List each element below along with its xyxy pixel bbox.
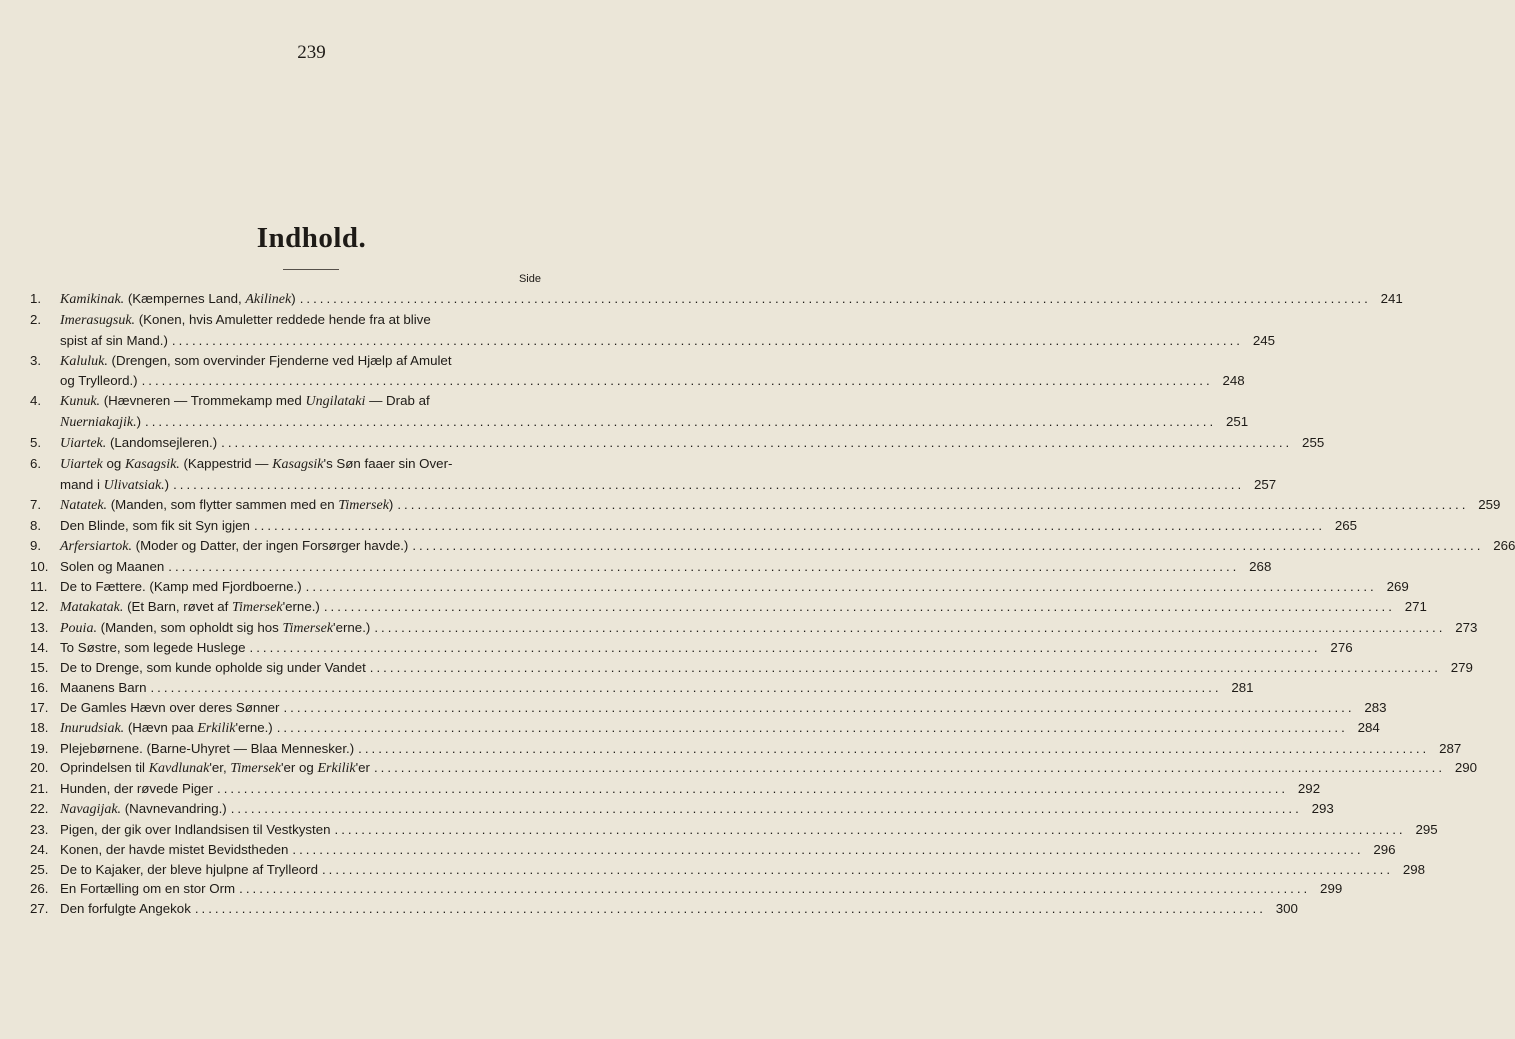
- entry-last-line: [60, 860, 1426, 880]
- entry-title: [60, 371, 138, 391]
- entry-last-line: [60, 739, 1462, 759]
- toc-entry: [30, 658, 1473, 678]
- entry-text: De to Fættere. (Kamp med Fjordboerne.): [60, 578, 302, 594]
- table-of-contents: [30, 289, 1515, 919]
- entry-page-number: 281: [1231, 680, 1254, 696]
- entry-title-italic: Uiartek.: [60, 435, 107, 451]
- toc-entry: [30, 739, 1462, 759]
- dot-leader: ................................................................................................................................................................: [173, 476, 1245, 492]
- entry-text: (Manden, som opholdt sig hos: [96, 619, 283, 635]
- entry-last-line: [60, 371, 1245, 391]
- dot-leader: ................................................................................................................................................................: [292, 841, 1364, 857]
- dot-leader: ................................................................................................................................................................: [276, 719, 1348, 735]
- entry-text: Den forfulgte Angekok: [60, 901, 191, 917]
- page-number: 239: [297, 42, 326, 63]
- entry-title-italic: Kunuk.: [60, 394, 101, 410]
- entry-number: 24.: [30, 841, 49, 857]
- entry-last-line: [60, 577, 1409, 597]
- entry-last-line: [60, 495, 1501, 516]
- entry-title: [60, 289, 296, 310]
- entry-title-italic: Timersek: [338, 498, 389, 514]
- entry-number: 10.: [30, 558, 49, 574]
- toc-entry: [30, 758, 1478, 779]
- entry-last-line: [60, 475, 1277, 496]
- toc-entry: [30, 840, 1396, 860]
- entry-page-number: 279: [1450, 660, 1473, 676]
- entry-page-number: 276: [1330, 640, 1353, 656]
- entry-last-line: [60, 597, 1427, 618]
- entry-text: (Drengen, som overvinder Fjenderne ved Hjælp af Amulet: [107, 352, 452, 368]
- toc-entry: [30, 638, 1353, 658]
- entry-text: (Moder og Datter, der ingen Forsørger havde.): [131, 538, 409, 554]
- toc-entry: [30, 860, 1426, 880]
- entry-text: (Kæmpernes Land,: [124, 291, 246, 306]
- entry-title-italic: Pouia.: [60, 620, 97, 636]
- entry-title: [60, 597, 320, 618]
- dot-leader: ................................................................................................................................................................: [369, 660, 1441, 676]
- entry-title: [60, 739, 354, 759]
- entry-page-number: 266: [1493, 538, 1515, 554]
- entry-title-italic: Timersek: [230, 761, 281, 777]
- entry-text: Den Blinde, som fik sit Syn igjen: [60, 518, 250, 534]
- dot-leader: ................................................................................................................................................................: [217, 781, 1289, 797]
- entry-page-number: 257: [1254, 476, 1277, 492]
- entry-title-italic: Kasagsik: [272, 456, 324, 472]
- entry-text: (Manden, som flytter sammen med en: [107, 497, 339, 513]
- entry-number: 13.: [30, 619, 49, 635]
- dot-leader: ................................................................................................................................................................: [145, 414, 1217, 430]
- toc-entry: [30, 351, 1245, 392]
- entry-page-number: 259: [1478, 497, 1501, 513]
- entry-last-line: [60, 799, 1334, 820]
- entry-last-line: [60, 638, 1353, 658]
- title-divider: [283, 269, 339, 270]
- entry-text: Solen og Maanen: [60, 558, 165, 574]
- entry-title-italic: Kavdlunak: [148, 761, 210, 777]
- entry-page-number: 245: [1252, 332, 1275, 348]
- entry-text: (Navnevandring.): [121, 801, 227, 817]
- entry-last-line: [60, 698, 1387, 718]
- entry-title-italic: Timersek: [232, 599, 283, 615]
- entry-text: Konen, der havde mistet Bevidstheden: [60, 841, 289, 857]
- entry-last-line: [60, 758, 1478, 779]
- entry-text: (Landomsejleren.): [106, 434, 218, 450]
- entry-title: [60, 698, 279, 718]
- entry-text: Oprindelsen til: [60, 760, 149, 776]
- entry-number: 25.: [30, 861, 49, 877]
- toc-entry: [30, 577, 1409, 597]
- entry-page-number: 248: [1222, 373, 1245, 389]
- entry-text: De to Kajaker, der bleve hjulpne af Trylleord: [60, 861, 318, 877]
- entry-last-line: [60, 331, 1275, 351]
- toc-entry: [30, 618, 1478, 639]
- entry-title-italic: Matakatak.: [60, 599, 124, 615]
- dot-leader: ................................................................................................................................................................: [239, 881, 1311, 897]
- entry-title-italic: Kaluluk.: [60, 353, 108, 369]
- entry-title-italic: Imerasugsuk.: [60, 312, 136, 328]
- entry-page-number: 300: [1275, 901, 1298, 917]
- toc-entry: [30, 495, 1501, 516]
- entry-number: 3.: [30, 352, 42, 368]
- entry-text: 'erne.): [282, 598, 320, 614]
- entry-last-line: [60, 879, 1343, 899]
- entry-last-line: [60, 433, 1325, 454]
- entry-line: [60, 351, 543, 372]
- dot-leader: ................................................................................................................................................................: [150, 680, 1222, 696]
- entry-title-italic: Kasagsik.: [124, 456, 180, 472]
- entry-text: (Konen, hvis Amuletter reddede hende fra at blive: [135, 311, 431, 327]
- dot-leader: ................................................................................................................................................................: [412, 538, 1484, 554]
- entry-number: 17.: [30, 699, 49, 715]
- toc-entry: [30, 799, 1334, 820]
- entry-title: [60, 658, 366, 678]
- entry-page-number: 255: [1302, 434, 1325, 450]
- entry-text: (Hævn paa: [124, 719, 198, 735]
- entry-title: [60, 557, 164, 577]
- entry-title: [60, 899, 191, 919]
- entry-title: [60, 412, 141, 433]
- entry-title-italic: Ulivatsiak.: [103, 477, 165, 493]
- entry-title: [60, 475, 169, 496]
- entry-number: 1.: [30, 291, 42, 306]
- toc-entry: [30, 557, 1272, 577]
- entry-title: [60, 536, 408, 557]
- entry-number: 4.: [30, 393, 42, 409]
- entry-number: 11.: [30, 578, 48, 594]
- entry-number: 8.: [30, 518, 42, 534]
- entry-last-line: [60, 840, 1396, 860]
- entry-page-number: 251: [1225, 414, 1249, 430]
- entry-page-number: 268: [1249, 558, 1272, 574]
- entry-text: ): [136, 414, 142, 430]
- entry-title: [60, 678, 146, 698]
- entry-page-number: 298: [1402, 861, 1426, 877]
- entry-text: De Gamles Hævn over deres Sønner: [60, 699, 280, 715]
- entry-page-number: 296: [1373, 841, 1396, 857]
- dot-leader: ................................................................................................................................................................: [334, 821, 1406, 837]
- entry-text: Plejebørnene. (Barne-Uhyret — Blaa Mennesker.): [60, 740, 355, 756]
- entry-title-italic: Erkilik: [197, 720, 236, 736]
- entry-page-number: 284: [1357, 719, 1380, 735]
- entry-page-number: 265: [1334, 518, 1358, 534]
- entry-text: 's Søn faaer sin Over-: [323, 455, 453, 471]
- entry-last-line: [60, 899, 1298, 919]
- entry-text: mand i: [60, 476, 104, 492]
- entry-last-line: [60, 516, 1358, 536]
- dot-leader: ................................................................................................................................................................: [253, 518, 1326, 534]
- entry-line: [60, 454, 543, 475]
- entry-text: 'erne.): [333, 619, 371, 635]
- entry-last-line: [60, 289, 1403, 310]
- entry-title: [60, 495, 393, 516]
- entry-title: [60, 718, 273, 739]
- toc-entry: [30, 820, 1438, 840]
- entry-text: En Fortælling om en stor Orm: [60, 881, 236, 897]
- toc-entry: [30, 289, 1403, 310]
- entry-title-italic: Uiartek: [60, 456, 103, 472]
- entry-page-number: 290: [1454, 760, 1478, 776]
- entry-title: [60, 516, 250, 536]
- entry-text: ): [291, 291, 296, 306]
- dot-leader: ................................................................................................................................................................: [397, 497, 1469, 513]
- toc-entry: [30, 899, 1298, 919]
- entry-text: — Drab af: [365, 393, 430, 409]
- entry-text: og Trylleord.): [60, 373, 138, 389]
- entry-page-number: 299: [1320, 881, 1343, 897]
- toc-entry: [30, 516, 1358, 536]
- entry-number: 6.: [30, 455, 42, 471]
- dot-leader: ................................................................................................................................................................: [358, 740, 1430, 756]
- dot-leader: ................................................................................................................................................................: [171, 332, 1243, 348]
- dot-leader: ................................................................................................................................................................: [168, 558, 1240, 574]
- toc-entry: [30, 454, 1277, 496]
- entry-line: [60, 391, 543, 412]
- entry-text: 'er: [355, 760, 370, 776]
- entry-text: ): [164, 476, 170, 492]
- entry-text: ): [388, 497, 394, 513]
- entry-title: [60, 618, 370, 639]
- dot-leader: ................................................................................................................................................................: [141, 373, 1213, 389]
- dot-leader: ................................................................................................................................................................: [305, 578, 1377, 594]
- dot-leader: ................................................................................................................................................................: [283, 699, 1355, 715]
- entry-number: 7.: [30, 497, 42, 513]
- dot-leader: ................................................................................................................................................................: [249, 640, 1321, 656]
- entry-text: Hunden, der røvede Piger: [60, 781, 213, 797]
- entry-page-number: 241: [1380, 291, 1403, 306]
- entry-number: 15.: [30, 660, 49, 676]
- toc-entry: [30, 879, 1343, 899]
- entry-title: [60, 799, 227, 820]
- toc-entry: [30, 597, 1427, 618]
- entry-last-line: [60, 557, 1272, 577]
- dot-leader: ................................................................................................................................................................: [373, 760, 1446, 776]
- entry-number: 5.: [30, 434, 42, 450]
- entry-title: [60, 577, 302, 597]
- entry-title-italic: Akilinek: [245, 292, 292, 307]
- dot-leader: ................................................................................................................................................................: [221, 434, 1293, 450]
- entry-title: [60, 433, 217, 454]
- entry-title-italic: Ungilataki: [305, 394, 366, 410]
- entry-number: 18.: [30, 719, 49, 735]
- entry-last-line: [60, 618, 1478, 639]
- entry-page-number: 283: [1364, 699, 1387, 715]
- entry-text: 'erne.): [235, 719, 273, 735]
- entry-text: (Hævneren — Trommekamp med: [100, 393, 306, 409]
- entry-page-number: 292: [1297, 781, 1321, 797]
- entry-title-italic: Timersek: [282, 620, 334, 636]
- entry-number: 26.: [30, 881, 49, 897]
- entry-number: 14.: [30, 640, 49, 656]
- dot-leader: ................................................................................................................................................................: [374, 619, 1446, 635]
- entry-title-italic: Inurudsiak.: [60, 720, 125, 736]
- entry-title: [60, 779, 213, 799]
- entry-title: [60, 331, 168, 351]
- toc-entry: [30, 433, 1325, 454]
- dot-leader: ................................................................................................................................................................: [323, 598, 1395, 614]
- entry-title-italic: Arfersiartok.: [60, 539, 132, 555]
- entry-last-line: [60, 678, 1254, 698]
- entry-text: Maanens Barn: [60, 680, 147, 696]
- dot-leader: ................................................................................................................................................................: [299, 291, 1371, 306]
- entry-text: De to Drenge, som kunde opholde sig under Vandet: [60, 660, 366, 676]
- entry-last-line: [60, 718, 1380, 739]
- entry-page-number: 271: [1404, 598, 1427, 614]
- toc-entry: [30, 779, 1321, 799]
- entry-number: 9.: [30, 538, 42, 554]
- entry-number: 23.: [30, 821, 49, 837]
- entry-text: spist af sin Mand.): [60, 332, 168, 348]
- dot-leader: ................................................................................................................................................................: [194, 901, 1266, 917]
- entry-number: 27.: [30, 901, 49, 917]
- entry-page-number: 273: [1455, 619, 1478, 635]
- entry-title: [60, 638, 246, 658]
- entry-last-line: [60, 412, 1249, 433]
- entry-title-italic: Navagijak.: [60, 802, 122, 818]
- entry-number: 12.: [30, 598, 49, 614]
- entry-text: To Søstre, som legede Huslege: [60, 640, 246, 656]
- dot-leader: ................................................................................................................................................................: [230, 801, 1302, 817]
- toc-entry: [30, 718, 1380, 739]
- entry-title: [60, 879, 235, 899]
- entry-number: 19.: [30, 740, 49, 756]
- entry-last-line: [60, 658, 1473, 678]
- entry-title-italic: Natatek.: [60, 498, 108, 514]
- entry-text: (Kappestrid —: [179, 455, 273, 471]
- toc-entry: [30, 391, 1249, 433]
- page-title: Indhold.: [256, 222, 367, 254]
- entry-number: 22.: [30, 801, 49, 817]
- entry-title: [60, 820, 331, 840]
- toc-entry: [30, 698, 1387, 718]
- toc-entry: [30, 678, 1254, 698]
- entry-title: [60, 758, 370, 779]
- entry-text: Pigen, der gik over Indlandsisen til Vestkysten: [60, 821, 331, 837]
- entry-title: [60, 860, 318, 880]
- entry-text: (Et Barn, røvet af: [123, 598, 232, 614]
- entry-page-number: 287: [1439, 740, 1462, 756]
- dot-leader: ................................................................................................................................................................: [321, 861, 1394, 877]
- entry-title-italic: Nuerniakajik.: [60, 415, 137, 431]
- toc-entry: [30, 536, 1515, 557]
- entry-number: 2.: [30, 311, 42, 327]
- entry-page-number: 269: [1386, 578, 1409, 594]
- entry-title-italic: Erkilik: [317, 761, 356, 777]
- entry-number: 21.: [30, 781, 49, 797]
- entry-text: 'er,: [209, 760, 231, 776]
- entry-text: og: [102, 455, 125, 471]
- toc-entry: [30, 310, 1275, 351]
- entry-line: [60, 310, 543, 331]
- entry-page-number: 295: [1415, 821, 1438, 837]
- page-column-header: Side: [518, 273, 541, 285]
- entry-number: 16.: [30, 680, 49, 696]
- entry-number: 20.: [30, 760, 49, 776]
- entry-last-line: [60, 536, 1515, 557]
- entry-title: [60, 840, 288, 860]
- entry-text: 'er og: [280, 760, 318, 776]
- entry-page-number: 293: [1311, 801, 1334, 817]
- entry-last-line: [60, 779, 1321, 799]
- entry-title-italic: Kamikinak.: [60, 292, 125, 307]
- entry-last-line: [60, 820, 1438, 840]
